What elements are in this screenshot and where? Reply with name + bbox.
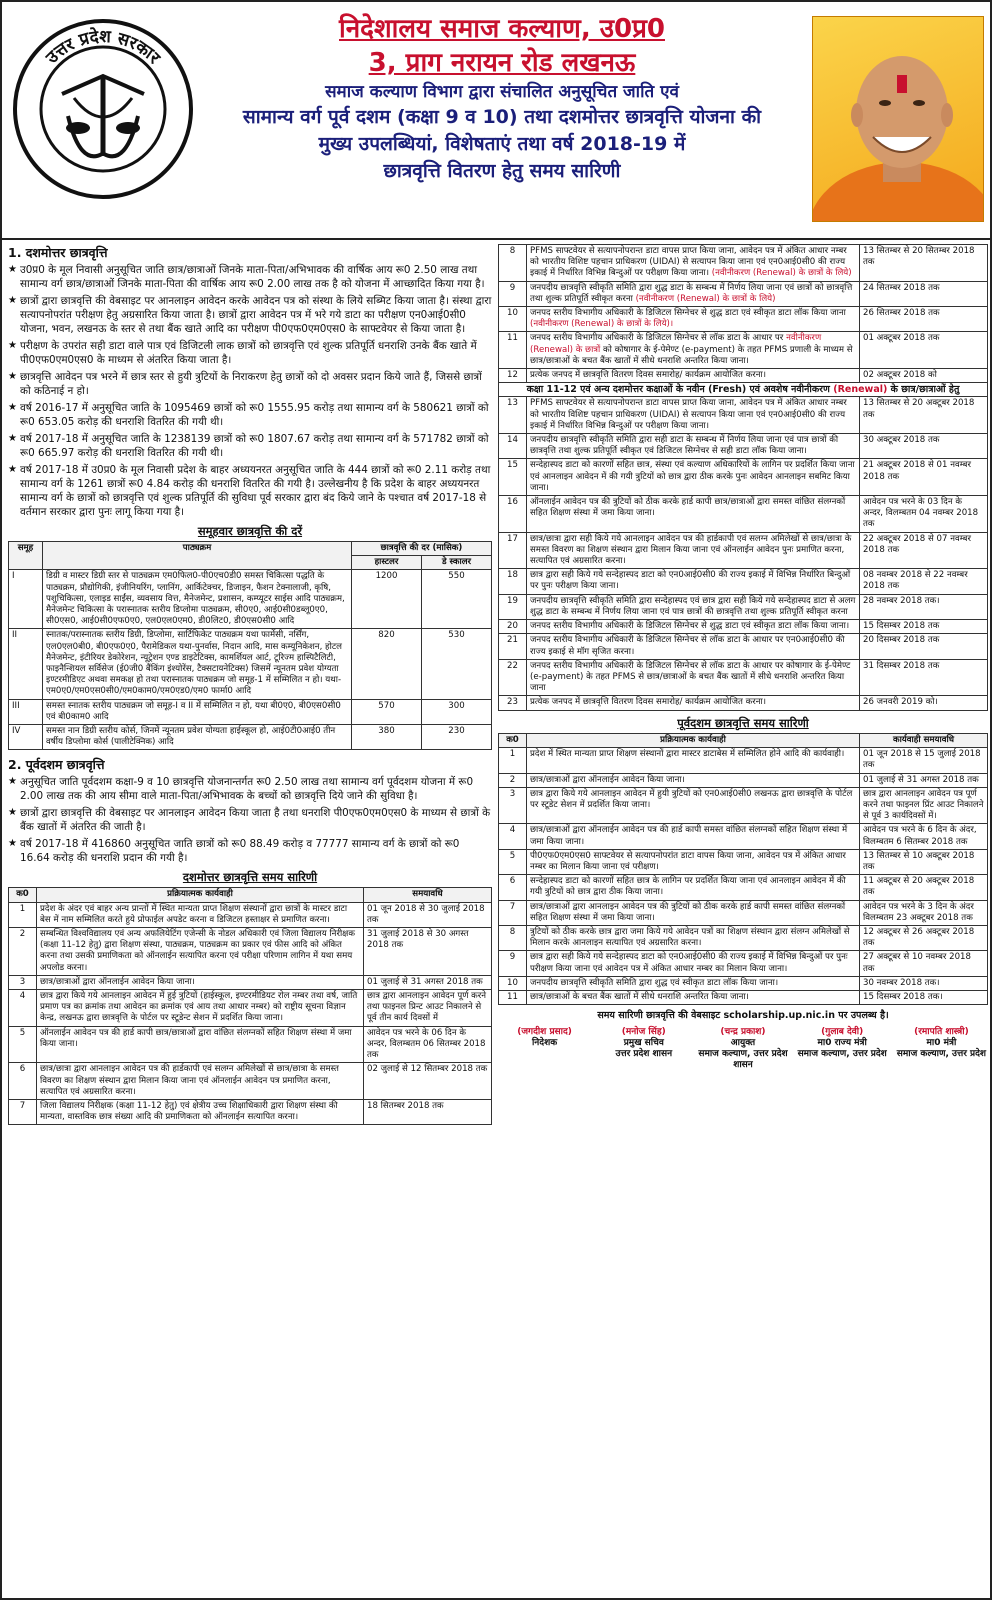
no-cell: 7 xyxy=(9,1099,37,1124)
signature-state-minister xyxy=(796,1026,889,1071)
bullet-item: ★ वर्ष 2016-17 में अनुसूचित जाति के 1095469 छात्रों को रू0 1555.95 करोड़ तथा सामान्य वर्ग के 580621 छात्रों को रू0 653.05 करोड़ की धनराशि वितरित की गयी थी। xyxy=(8,401,492,429)
table-row xyxy=(9,975,492,989)
table-row xyxy=(499,569,988,594)
signature-principal-secretary xyxy=(597,1026,690,1071)
signatory-title: मा0 राज्य मंत्री xyxy=(817,1037,867,1048)
chief-minister-photo xyxy=(812,16,984,222)
hostel-rate-cell: 820 xyxy=(352,629,422,699)
table-row xyxy=(499,594,988,619)
time-cell: 31 जुलाई 2018 से 30 अगस्त 2018 तक xyxy=(364,928,492,976)
no-cell: 2 xyxy=(499,773,527,787)
table-row xyxy=(9,629,492,699)
table-row xyxy=(499,434,988,459)
table-row xyxy=(499,926,988,951)
col-no-header: क0 xyxy=(9,888,37,902)
time-cell: 15 दिसम्बर 2018 तक। xyxy=(860,991,988,1005)
task-cell: छात्र द्वारा सही किये गये सन्देहास्पद डाटा को एन0आई0सी0 की राज्य इकाई में विभिन्न निर्धारित बिन्दुओं पर पुनः परीक्षण किया जाना। xyxy=(527,569,860,594)
time-cell: 27 अक्टूबर से 10 नवम्बर 2018 तक xyxy=(860,951,988,976)
post-schedule-continued-table xyxy=(498,244,988,711)
bullet-item: ★ परीक्षण के उपरांत सही डाटा वाले पात्र एवं डिजिटली लाक छात्रों को छात्रवृत्ति एवं शुल्क प्रतिपूर्ति धनराशि उनके बैंक खाते में पी0एफ0एम0एस0 के माध्यम से अंतरित किया जाता है। xyxy=(8,339,492,367)
time-cell: 15 दिसम्बर 2018 तक xyxy=(860,620,988,634)
no-cell: 5 xyxy=(499,849,527,874)
col-dayscholar-header: डे स्कालर xyxy=(422,556,492,570)
no-cell: 14 xyxy=(499,434,527,459)
no-cell: 12 xyxy=(499,369,527,383)
time-cell: 01 जुलाई से 31 अगस्त 2018 तक xyxy=(860,773,988,787)
time-cell: 01 जून 2018 से 30 जुलाई 2018 तक xyxy=(364,902,492,927)
time-cell: 02 अक्टूबर 2018 को xyxy=(860,369,988,383)
no-cell: 6 xyxy=(499,875,527,900)
hostel-rate-cell: 1200 xyxy=(352,570,422,629)
task-text: जनपद स्तरीय विभागीय अधिकारी के डिजिटल सिग्नेचर से शुद्ध डाटा एवं स्वीकृत डाटा लॉक किया जाना xyxy=(530,308,846,319)
table-row xyxy=(499,696,988,710)
table-row xyxy=(9,1026,492,1063)
time-cell: आवेदन पत्र भरने के 03 दिन के अन्दर, विलम्बतम 04 नवम्बर 2018 तक xyxy=(860,496,988,533)
task-cell: जनपदीय छात्रवृत्ति स्वीकृति समिति द्वारा शुद्ध एवं स्वीकृत डाटा लॉक किया जाना। xyxy=(527,976,860,990)
time-cell: 26 जनवरी 2019 को। xyxy=(860,696,988,710)
time-cell: आवेदन पत्र भरने के 06 दिन के अन्दर, विलम्बतम 06 सितम्बर 2018 तक xyxy=(364,1026,492,1063)
renewal-note: (नवीनीकरण (Renewal) के छात्रों के लिये) xyxy=(635,293,776,304)
course-cell: समस्त स्नातक स्तरीय पाठ्यक्रम जो समूह-I व II में सम्मिलित न हो, यथा बी0ए0, बी0एस0सी0 एवं बी0काम0 आदि xyxy=(43,699,352,724)
no-cell: 17 xyxy=(499,532,527,569)
rates-table-title: समूहवार छात्रवृत्ति की दरें xyxy=(197,523,303,538)
no-cell: 2 xyxy=(9,928,37,976)
task-cell: जिला विद्यालय निरीक्षक (कक्षा 11-12 हेतु) एवं क्षेत्रीय उच्च शिक्षाधिकारी द्वारा शिक्षण संस्था की मान्यता, वास्तविक छात्र संख्या आदि की प्रमाणिकता को ऑनलाईन सत्यापित करना। xyxy=(37,1099,364,1124)
time-cell: 30 अक्टूबर 2018 तक xyxy=(860,434,988,459)
no-cell: 10 xyxy=(499,307,527,332)
no-cell: 22 xyxy=(499,659,527,696)
task-cell: छात्र द्वारा किये गये आनलाइन आवेदन में हुई त्रुटियों (हाईस्कूल, इण्टरमीडियट रोल नम्बर तथा वर्ष, जाति प्रमाण पत्र का क्रमांक तथा आवेदन का क्रमांक एवं आय तथा आधार नम्बर) को राष्ट्रीय सूचना विज्ञान केन्द्र, लखनऊ द्वारा छात्रवृत्ति के पोर्टल पर स्टूडेन्ट सेशन में प्रदर्शित किया जाना। xyxy=(37,990,364,1027)
course-cell: स्नातक/परास्नातक स्तरीय डिग्री, डिप्लोमा, सार्टिफिकेट पाठ्यक्रम यथा फार्मेसी, नर्सिंग, एल0एल0बी0, बी0एफ0ए0, पैरामेडिकल यथा-पुनर्वास, निदान आदि, मास कम्यूनिकेशन, होटल मैनेजमेन्ट, इंटीरियर डेकोरेशन, न्यूट्रेशन एण्ड डाइटेटिक्स, कामर्शियल आर्ट, टूरिज्म हास्पिटैलिटी, फाइनैन्शियल सर्विसेज (ई0जी0 बैंकिंग इंश्योरेंस, टैक्सटायनेटिक्स) जिसमें न्यूनतम प्रवेश योग्यता इण्टरमीडिएट अथवा समकक्ष हो तथा परास्नातक पाठ्यक्रम जो समूह-1 में सम्मिलित न हो। यथा-एम0ए0/एम0एस0सी0/एम0काम0/एम0एड0/एम0 फार्मा0 आदि xyxy=(43,629,352,699)
bullet-item: ★ अनुसूचित जाति पूर्वदशम कक्षा-9 व 10 छात्रवृत्ति योजनान्तर्गत रू0 2.50 लाख तथा सामान्य वर्ग पूर्वदशम योजना में रू0 2.00 लाख तक की आय सीमा वाले माता-पिता/अभिभावक के बच्चों को छात्रवृत्ति दिये जाने की सुविधा है। xyxy=(8,775,492,803)
signature-minister xyxy=(895,1026,988,1071)
signatory-title: आयुक्त xyxy=(730,1037,756,1048)
task-cell: छात्र/छात्राओं द्वारा ऑनलाईन आवेदन पत्र की हार्ड कापी समस्त वांछित संलग्नकों सहित शिक्षण संस्था में जमा किया जाना। xyxy=(527,824,860,849)
time-cell: 13 सितम्बर से 20 अक्टूबर 2018 तक xyxy=(860,397,988,434)
no-cell: 9 xyxy=(499,951,527,976)
no-cell: 8 xyxy=(499,926,527,951)
task-cell: सन्देहास्पद डाटा को कारणों सहित छात्र, संस्था एवं कल्याण अधिकारियों के लागिन पर प्रदर्शित किया जाना एवं आनलाइन आवेदन में की गयी त्रुटियों को छात्र द्वारा ठीक करके पुनः आवेदन आनलाइन सबमिट किया जाना। xyxy=(527,459,860,496)
table-row xyxy=(499,459,988,496)
section-1-bullets xyxy=(8,263,492,519)
day-rate-cell: 550 xyxy=(422,570,492,629)
task-cell: त्रुटियों को ठीक करके छात्र द्वारा जमा किये गये आवेदन पत्रों का शिक्षण संस्थान द्वारा संलग्न अमिलेखों से मिलान करके आनलाइन सत्यापित एवं अग्रसारित करना। xyxy=(527,926,860,951)
post-schedule-table xyxy=(8,887,492,1125)
portrait-icon xyxy=(813,17,984,222)
title-line-1: निदेशालय समाज कल्याण, उ0प्र0 xyxy=(339,14,665,44)
time-cell: आवेदन पत्र भरने के 6 दिन के अंदर, विलम्बतम 6 सितम्बर 2018 तक xyxy=(860,824,988,849)
table-row xyxy=(9,1099,492,1124)
time-cell: 20 दिसम्बर 2018 तक xyxy=(860,634,988,659)
time-cell: 22 अक्टूबर 2018 से 07 नवम्बर 2018 तक xyxy=(860,532,988,569)
no-cell: 6 xyxy=(9,1063,37,1100)
task-cell: जनपदीय छात्रवृत्ति स्वीकृति समिति द्वारा सही डाटा के सम्बन्ध में निर्णय लिया जाना एवं पात्र छात्रों की छात्रवृत्ति तथा शुल्क प्रतिपूर्ति स्वीकृत एवं डिजिटल सिग्नेचर से सही डाटा लॉक किया जाना। xyxy=(527,434,860,459)
time-cell: 02 जुलाई से 12 सितम्बर 2018 तक xyxy=(364,1063,492,1100)
no-cell: 20 xyxy=(499,620,527,634)
signatory-dept: उत्तर प्रदेश शासन xyxy=(615,1048,673,1059)
table-row xyxy=(499,496,988,533)
task-cell: जनपद स्तरीय विभागीय अधिकारी के डिजिटल सिग्नेचर से शुद्ध डाटा एवं स्वीकृत डाटा लॉक किया जाना। xyxy=(527,620,860,634)
table-row xyxy=(9,699,492,724)
table-row xyxy=(499,369,988,383)
table-row xyxy=(499,875,988,900)
col-rate-header: छात्रवृत्ति की दर (मासिक) xyxy=(352,542,492,556)
task-cell: सन्देहास्पद डाटा को कारणों सहित छात्र के लागिन पर प्रदर्शित किया जाना एवं आनलाइन आवेदन में की गयी त्रुटियों को छात्र द्वारा ठीक किया जाना। xyxy=(527,875,860,900)
no-cell: 8 xyxy=(499,245,527,282)
table-row xyxy=(499,849,988,874)
no-cell: 21 xyxy=(499,634,527,659)
subtitle-line-4: छात्रवृत्ति वितरण हेतु समय सारिणी xyxy=(383,160,621,182)
day-rate-cell: 530 xyxy=(422,629,492,699)
rates-table xyxy=(8,541,492,750)
subtitle-line-1: समाज कल्याण विभाग द्वारा संचालित अनुसूचित जाति एवं xyxy=(325,82,679,102)
task-cell: छात्र द्वारा किये गये आनलाइन आवेदन में हुयी त्रुटियों को एन0आई0सी0 लखनऊ द्वारा छात्रवृत्ति के पोर्टल पर स्टूडेट सेशन में प्रदर्शित किया जाना। xyxy=(527,787,860,824)
website-note: समय सारिणी छात्रवृत्ति की वेबसाइट scholarship.up.nic.in पर उपलब्ध है। xyxy=(597,1010,889,1022)
task-cell: छात्र/छात्राओं द्वारा ऑनलाईन आवेदन किया जाना। xyxy=(37,975,364,989)
col-hosteller-header: हास्टलर xyxy=(352,556,422,570)
no-cell: 1 xyxy=(499,748,527,773)
subtitle-line-2: सामान्य वर्ग पूर्व दशम (कक्षा 9 व 10) तथा दशमोत्तर छात्रवृत्ति योजना की xyxy=(242,106,762,128)
group-cell: III xyxy=(9,699,43,724)
table-row xyxy=(9,1063,492,1100)
day-rate-cell: 300 xyxy=(422,699,492,724)
task-cell: ऑनलाईन आवेदन पत्र की त्रुटियों को ठीक करके हार्ड कापी छात्र/छात्राओं द्वारा समस्त वांछित संलग्नकों सहित शिक्षण संस्था में जमा किया जाना। xyxy=(527,496,860,533)
no-cell: 10 xyxy=(499,976,527,990)
task-cell: छात्र द्वारा सही किये गये सन्देहास्पद डाटा को एन0आई0सी0 की राज्य इकाई में विभिन्न बिन्दुओं पर पुनः परीक्षण किया जाना एवं आवेदन पत्र में अंकित आधार नम्बर का मिलान किया जाना। xyxy=(527,951,860,976)
table-row xyxy=(499,824,988,849)
time-cell: 01 जून 2018 से 15 जुलाई 2018 तक xyxy=(860,748,988,773)
post-schedule-title: दशमोत्तर छात्रवृत्ति समय सारिणी xyxy=(182,869,318,884)
signature-director xyxy=(498,1026,591,1071)
task-text: जनपद स्तरीय विभागीय अधिकारी के डिजिटल सिग्नेचर से लॉक डाटा के आधार पर xyxy=(530,333,784,344)
table-row xyxy=(499,991,988,1005)
task-cell: प्रदेश के अंदर एवं बाहर अन्य प्रान्तों में स्थित मान्यता प्राप्त शिक्षण संस्थानों द्वारा छात्रों के मास्टर डाटा बेस में नाम सम्मिलित करते हुये प्रोफाईल अपडेट करना व डिजिटल हस्ताक्षर से प्रमाणित करना। xyxy=(37,902,364,927)
no-cell: 11 xyxy=(499,991,527,1005)
subtitle-line-3: मुख्य उपलब्धियां, विशेषताएं तथा वर्ष 2018-19 में xyxy=(318,133,686,155)
signatory-title: प्रमुख सचिव xyxy=(623,1037,664,1048)
no-cell: 1 xyxy=(9,902,37,927)
task-text: जनपदीय छात्रवृत्ति स्वीकृति समिति द्वारा शुद्ध डाटा के सम्बन्ध में निर्णय लिया जाना एवं छात्रों को छात्रवृत्ति तथा शुल्क प्रतिपूर्ति स्वीकृत करना xyxy=(530,282,853,304)
day-rate-cell: 230 xyxy=(422,725,492,750)
no-cell: 23 xyxy=(499,696,527,710)
signatory-dept: समाज कल्याण, उत्तर प्रदेश xyxy=(896,1048,987,1059)
group-cell: II xyxy=(9,629,43,699)
signatory-name: (रमापति शास्त्री) xyxy=(914,1026,969,1037)
time-cell: 24 सितम्बर 2018 तक xyxy=(860,281,988,306)
col-course-header: पाठ्यक्रम xyxy=(43,542,352,570)
table-row xyxy=(499,773,988,787)
task-cell: PFMS साफ्टवेयर से सत्यापनोपरान्त डाटा वापस प्राप्त किया जाना, आवेदन पत्र में अंकित आधार नम्बर को भारतीय विशिष्ट पहचान प्राधिकरण (UIDAI) से सत्यापन किया जाना एवं एन0आई0सी0 की राज्य इकाई में निर्धारित विभिन्न बिन्दुओं पर परीक्षण किया जाना। xyxy=(527,397,860,434)
time-cell: 13 सितम्बर से 10 अक्टूबर 2018 तक xyxy=(860,849,988,874)
task-cell: प्रत्येक जनपद में छात्रवृत्ति वितरण दिवस समारोह/ कार्यक्रम आयोजित करना। xyxy=(527,369,860,383)
table-row xyxy=(9,902,492,927)
time-cell: 30 नवम्बर 2018 तक। xyxy=(860,976,988,990)
signature-block xyxy=(498,1026,988,1071)
signatory-name: (गुलाब देवी) xyxy=(821,1026,864,1037)
table-row xyxy=(499,659,988,696)
mid-heading-renewal: (Renewal) xyxy=(833,384,888,396)
signatory-name: (जगदीश प्रसाद) xyxy=(517,1026,572,1037)
bullet-item: ★ छात्रों द्वारा छात्रवृत्ति की वेबसाइट पर आनलाइन आवेदन करके आवेदन पत्र को संस्था के लिये सब्मिट किया जाता है। संस्था द्वारा सत्यापनोपरांत परीक्षण हेतु अग्रसारित किया जाता है। छात्रों द्वारा आवेदन पत्र में भरे गये डाटा का परीक्षण एन0आई0सी0 योजना, भवन, लखनऊ के स्तर से तथा बैंक खाते आदि का परीक्षण पी0एफ0एम0एस0 के साफ्टवेयर से किया जाता है। xyxy=(8,294,492,336)
signatory-title: मा0 मंत्री xyxy=(926,1037,957,1048)
pre-schedule-title: पूर्वदशम छात्रवृत्ति समय सारिणी xyxy=(677,715,809,730)
mid-heading-text: कक्षा 11-12 एवं अन्य दशमोत्तर कक्षाओं के नवीन (Fresh) एवं अवशेष नवीनीकरण xyxy=(526,384,830,396)
task-text: PFMS साफ्टवेयर से सत्यापनोपरान्त डाटा वापस प्राप्त किया जाना, आवेदन पत्र में अंकित आधार नम्बर को भारतीय विशिष्ट पहचान प्राधिकरण (UIDAI) से सत्यापन किया जाना एवं एन0आई0सी0 की राज्य इकाई में निर्धारित विभिन्न बिन्दुओं पर परीक्षण किया जाना। xyxy=(530,246,847,279)
time-cell: छात्र द्वारा आनलाइन आवेदन पूर्ण करने तथा फाइनल प्रिन्ट आउट निकालने से पूर्व तीन कार्य दिवसों में xyxy=(364,990,492,1027)
table-row xyxy=(499,976,988,990)
task-text-b: को कोषागार के ई-पेमेण्ट (e-payment) के तहत PFMS प्रणाली के माध्यम से छात्र/छात्राओं के बचत बैंक खातों में सीधे धनराशि अन्तरित किया जाना। xyxy=(530,344,853,366)
no-cell: 11 xyxy=(499,332,527,369)
table-row xyxy=(499,951,988,976)
section-1-heading: 1. दशमोत्तर छात्रवृत्ति xyxy=(8,245,108,260)
signatory-name: (मनोज सिंह) xyxy=(621,1026,666,1037)
time-cell: 01 जुलाई से 31 अगस्त 2018 तक xyxy=(364,975,492,989)
time-cell: 18 सितम्बर 2018 तक xyxy=(364,1099,492,1124)
col-no-header: क0 xyxy=(499,734,527,748)
renewal-note: नवीनीकरण (Renewal) के छात्रों xyxy=(530,333,822,355)
mid-heading-text-b: के छात्र/छात्राओं हेतु xyxy=(890,384,960,396)
time-cell: 12 अक्टूबर से 26 अक्टूबर 2018 तक xyxy=(860,926,988,951)
time-cell: 26 सितम्बर 2018 तक xyxy=(860,307,988,332)
bullet-item: ★ छात्रवृत्ति आवेदन पत्र भरने में छात्र स्तर से हुयी त्रुटियों के निराकरण हेतु छात्रों को दो अवसर प्रदान किये जाते हैं, जिससे छात्रों को कठिनाई न हो। xyxy=(8,370,492,398)
table-row xyxy=(499,634,988,659)
signature-commissioner xyxy=(696,1026,789,1071)
no-cell: 7 xyxy=(499,900,527,925)
task-cell: जनपदीय छात्रवृत्ति स्वीकृति समिति द्वारा सन्देहास्पद एवं छात्र द्वारा सही किये गये सन्देहास्पद डाटा से अलग शुद्ध डाटा के सम्बन्ध में निर्णय लिया जाना एवं पात्र छात्रों की छात्रवृत्ति तथा शुल्क प्रतिपूर्ति स्वीकृत करना xyxy=(527,594,860,619)
renewal-note: (नवीनीकरण (Renewal) के छात्रों के लिये) xyxy=(711,268,852,279)
table-row xyxy=(499,532,988,569)
group-cell: IV xyxy=(9,725,43,750)
hostel-rate-cell: 380 xyxy=(352,725,422,750)
hostel-rate-cell: 570 xyxy=(352,699,422,724)
time-cell: 21 अक्टूबर 2018 से 01 नवम्बर 2018 तक xyxy=(860,459,988,496)
table-row xyxy=(499,620,988,634)
no-cell: 18 xyxy=(499,569,527,594)
col-task-header: प्रक्रियात्मक कार्यवाही xyxy=(527,734,860,748)
task-cell: ऑनलाईन आवेदन पत्र की हार्ड कापी छात्र/छात्राओं द्वारा वांछित संलग्नकों सहित शिक्षण संस्था में जमा किया जाना। xyxy=(37,1026,364,1063)
no-cell: 15 xyxy=(499,459,527,496)
task-cell: प्रत्येक जनपद में छात्रवृत्ति वितरण दिवस समारोह/ कार्यक्रम आयोजित करना। xyxy=(527,696,860,710)
col-group-header: समूह xyxy=(9,542,43,570)
mid-heading-row xyxy=(499,383,988,397)
table-row xyxy=(9,725,492,750)
bullet-item: ★ वर्ष 2017-18 में उ0प्र0 के मूल निवासी प्रदेश के बाहर अध्ययनरत अनुसूचित जाति के 444 छात्रों को रू0 2.11 करोड़ तथा सामान्य वर्ग के 1261 छात्रों रू0 4.84 करोड़ की धनराशि वितरित की गयी है। उल्लेखनीय है कि प्रदेश के बाहर अध्ययनरत सामान्य वर्ग के छात्रों को छात्रवृत्ति एवं शुल्क प्रतिपूर्ति की सुविधा पूर्व सरकार द्वारा बंद किये जाने के पश्चात वर्ष 2017-18 से वर्तमान सरकार द्वारा पुनः लागू किया गया है। xyxy=(8,463,492,519)
no-cell: 4 xyxy=(9,990,37,1027)
time-cell: 08 नवम्बर 2018 से 22 नवम्बर 2018 तक xyxy=(860,569,988,594)
bullet-item: ★ वर्ष 2017-18 में अनुसूचित जाति के 1238139 छात्रों को रू0 1807.67 करोड़ तथा सामान्य वर्ग के 571782 छात्रों को रू0 665.97 करोड़ की धनराशि वितरित की गयी थी। xyxy=(8,432,492,460)
section-2-heading: 2. पूर्वदशम छात्रवृत्ति xyxy=(8,757,105,773)
table-row xyxy=(499,787,988,824)
col-task-header: प्रक्रियात्मक कार्यवाही xyxy=(37,888,364,902)
task-cell: प्रदेश में स्थित मान्यता प्राप्त शिक्षण संस्थानों द्वारा मास्टर डाटाबेस में सम्मिलित होने आदि की कार्यवाही। xyxy=(527,748,860,773)
left-column xyxy=(8,244,492,1594)
no-cell: 5 xyxy=(9,1026,37,1063)
task-cell: छात्र/छात्राओं के बचत बैंक खातों में सीधे धनराशि अन्तरित किया जाना। xyxy=(527,991,860,1005)
no-cell: 13 xyxy=(499,397,527,434)
bullet-item: ★ वर्ष 2017-18 में 416860 अनुसूचित जाति छात्रों को रू0 88.49 करोड़ व 77777 सामान्य वर्ग के छात्रों को रू0 16.64 करोड़ की धनराशि प्रदान की गयी है। xyxy=(8,837,492,865)
time-cell: 31 दिसम्बर 2018 तक xyxy=(860,659,988,696)
no-cell: 9 xyxy=(499,281,527,306)
signatory-title: निदेशक xyxy=(531,1037,558,1048)
time-cell: छात्र द्वारा आनलाइन आवेदन पत्र पूर्ण करने तथा फाइनल प्रिंट आउट निकालने से पूर्व 3 कार्यदिवसों में। xyxy=(860,787,988,824)
signatory-dept: समाज कल्याण, उत्तर प्रदेश xyxy=(797,1048,887,1059)
table-row xyxy=(9,990,492,1027)
col-time-header: समयावधि xyxy=(364,888,492,902)
table-row xyxy=(9,570,492,629)
col-time-header: कार्यवाही समयावधि xyxy=(860,734,988,748)
table-row xyxy=(9,928,492,976)
table-row xyxy=(499,900,988,925)
title-line-2: 3, प्राग नरायन रोड लखनऊ xyxy=(368,48,636,78)
no-cell: 3 xyxy=(499,787,527,824)
emblem-text: उत्तर प्रदेश सरकार xyxy=(42,26,164,68)
task-cell: छात्र/छात्रा द्वारा सही किये गये आनलाइन आवेदन पत्र की हार्डकापी एवं सलग्न अमिलेखों से छात्र/छात्रा के समस्त विवरण का शिक्षण संस्थान द्वारा मिलान किया जाना एवं ऑनलाईन आवेदन पुनः प्रमाणित करना, सत्यापित एवं अग्रसारित करना। xyxy=(527,532,860,569)
table-row xyxy=(499,307,988,332)
title-block xyxy=(202,12,802,185)
task-cell: छात्र/छात्राओं द्वारा ऑनलाईन आवेदन किया जाना। xyxy=(527,773,860,787)
no-cell: 3 xyxy=(9,975,37,989)
pre-schedule-table xyxy=(498,733,988,1005)
table-row xyxy=(499,397,988,434)
table-row xyxy=(499,332,988,369)
bullet-item: ★ उ0प्र0 के मूल निवासी अनुसूचित जाति छात्र/छात्राओं जिनके माता-पिता/अभिभावक की वार्षिक आय रू0 2.50 लाख तथा सामान्य वर्ग छात्र/छात्राओं जिनके माता-पिता की वार्षिक आय रू0 2.00 लाख तक है को योजना में आच्छादित किया गया है। xyxy=(8,263,492,291)
time-cell: 01 अक्टूबर 2018 तक xyxy=(860,332,988,369)
time-cell: 11 अक्टूबर से 20 अक्टूबर 2018 तक xyxy=(860,875,988,900)
time-cell: आवेदन पत्र भरने के 3 दिन के अंदर विलम्बतम 23 अक्टूबर 2018 तक xyxy=(860,900,988,925)
task-cell: सम्बन्धित विश्वविद्यालय एवं अन्य अफलियेटिंग एजेन्सी के नोडल अधिकारी एवं जिला विद्यालय निरीक्षक (कक्षा 11-12 हेतु) द्वारा शिक्षण संस्था, पाठ्यक्रम, पाठ्यक्रम का प्रकार एवं फीस आदि को अंकित करना तथा उसकी प्रमाणिकता को ऑनलाईन सत्यापित करना एवं परीक्षा परिणाम लागिन में यथा समय अपलोड करना। xyxy=(37,928,364,976)
signatory-dept: समाज कल्याण, उत्तर प्रदेश शासन xyxy=(698,1048,788,1070)
no-cell: 19 xyxy=(499,594,527,619)
task-cell: छात्र/छात्रा द्वारा आनलाइन आवेदन पत्र की हार्डकापी एवं सलग्न अमिलेखों से छात्र/छात्रा के समस्त विवरण का शिक्षण संस्थान द्वारा मिलान किया जाना एवं ऑनलाईन आवेदन पत्र प्रमाणित करना, सत्यापित एवं अग्रसारित करना। xyxy=(37,1063,364,1100)
renewal-note: (नवीनीकरण (Renewal) के छात्रों के लिये)। xyxy=(530,319,674,330)
signatory-name: (चन्द्र प्रकाश) xyxy=(720,1026,766,1037)
no-cell: 4 xyxy=(499,824,527,849)
table-row xyxy=(499,245,988,282)
group-cell: I xyxy=(9,570,43,629)
time-cell: 13 सितम्बर से 20 सितम्बर 2018 तक xyxy=(860,245,988,282)
bullet-item: ★ छात्रों द्वारा छात्रवृत्ति की वेबसाइट पर आनलाइन आवेदन किया जाता है तथा धनराशि पी0एफ0एम0एस0 के माध्यम से छात्रों के बैंक खातों में अंतरित की जाती है। xyxy=(8,806,492,834)
right-column xyxy=(498,244,988,1594)
task-cell: जनपद स्तरीय विभागीय अधिकारी के डिजिटल सिग्नेचर से लॉक डाटा के आधार पर एन0आई0सी0 की राज्य इकाई से मॉग सृजित करना। xyxy=(527,634,860,659)
table-row xyxy=(499,748,988,773)
task-cell: पी0एफ0एम0एस0 साफ्टवेयर से सत्यापनोपरांत डाटा वापस किया जाना, आवेदन पत्र में अंकित आधार नम्बर का मिलान किया जाना एवं परीक्षण। xyxy=(527,849,860,874)
task-cell: जनपद स्तरीय विभागीय अधिकारी के डिजिटल सिग्नेचर से लॉक डाटा के आधार पर कोषागार के ई-पेमेण्ट (e-payment) के तहत PFMS से छात्र/छात्राओं के बचत बैंक खातों में सीधे धनराशि अन्तरित किया जाना xyxy=(527,659,860,696)
time-cell: 28 नवम्बर 2018 तक। xyxy=(860,594,988,619)
up-government-emblem xyxy=(10,16,196,202)
task-cell: छात्र/छात्राओं द्वारा आनलाइन आवेदन पत्र की त्रुटियों को ठीक करके हार्ड कापी समस्त वांछित संलग्नकों सहित शिक्षण संस्था में जमा किया जाना। xyxy=(527,900,860,925)
course-cell: डिग्री व मास्टर डिग्री स्तर से पाठ्यक्रम एम0फिल0-पी0एच0डी0 समस्त चिकित्सा पद्धति के पाठ्यक्रम, प्रौद्योगिकी, इंजीनियरिंग, प्लानिंग, आर्किटेक्चर, डिजाइन, फैशन टेक्नालाजी, कृषि, पशुचिकित्सा, एलाइड साईंस, व्यवसाय वित्त, मैनेजमेन्ट, प्रशासन, कम्प्यूटर साईस आदि पाठ्यक्रम, मैनेजमेन्ट चिकित्सा के परास्नातक स्तरीय डिप्लोमा पाठ्यक्रम, सी0ए0, आई0सी0डब्लू0ए0, सी0एस0, आई0सी0एफ0ए0, एल0एल0एम0, डी0लिट0, डी0एस0सी0 आदि xyxy=(43,570,352,629)
course-cell: समस्त नान डिग्री स्तरीय कोर्स, जिनमें न्यूनतम प्रवेश योग्यता हाईस्कूल हो, आई0टी0आई0 तीन वर्षीय डिप्लोमा कोर्स (पालीटेक्निक) आदि xyxy=(43,725,352,750)
header xyxy=(2,2,990,240)
table-row xyxy=(499,281,988,306)
no-cell: 16 xyxy=(499,496,527,533)
